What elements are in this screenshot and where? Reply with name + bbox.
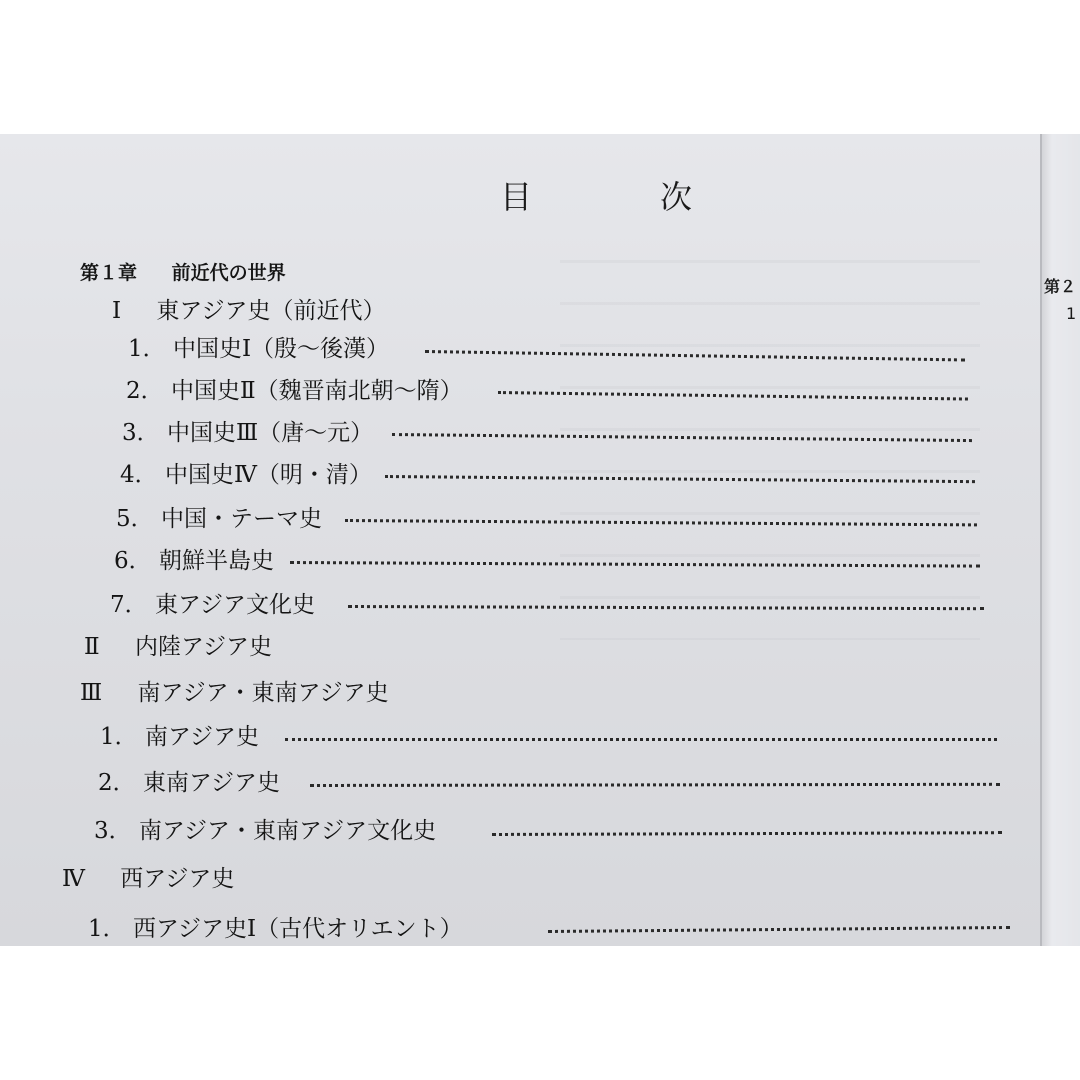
section-heading bbox=[80, 674, 389, 707]
toc-entry[interactable] bbox=[114, 542, 274, 575]
page-title: 目 次 bbox=[500, 178, 741, 216]
entry-number: 3． bbox=[94, 818, 132, 844]
entry-title: 中国・テーマ史 bbox=[160, 506, 322, 532]
toc-entry[interactable] bbox=[122, 414, 373, 447]
section-title: 西アジア史 bbox=[120, 866, 235, 892]
section-heading bbox=[62, 860, 234, 893]
section-heading bbox=[112, 292, 386, 325]
entry-title: 南アジア・東南アジア文化史 bbox=[138, 818, 437, 844]
chapter-label: 第１章 bbox=[80, 262, 138, 284]
facing-page-chapter-stub: 第２ bbox=[1044, 277, 1077, 296]
toc-entry[interactable] bbox=[128, 330, 389, 363]
entry-title: 中国史Ⅲ（唐～元） bbox=[166, 420, 374, 446]
section-number: Ⅱ bbox=[84, 634, 100, 660]
entry-title: 中国史Ⅰ（殷～後漢） bbox=[172, 336, 390, 362]
leader-dots bbox=[285, 738, 997, 741]
section-title: 東アジア史（前近代） bbox=[156, 298, 386, 324]
entry-title: 中国史Ⅱ（魏晋南北朝～隋） bbox=[170, 378, 463, 404]
entry-title: 南アジア史 bbox=[144, 724, 260, 750]
entry-number: 4． bbox=[120, 462, 158, 488]
entry-title: 東南アジア史 bbox=[142, 770, 281, 796]
chapter-heading bbox=[80, 258, 286, 285]
entry-number: 1． bbox=[88, 916, 126, 942]
entry-number: 2． bbox=[126, 378, 164, 404]
facing-page bbox=[1040, 134, 1080, 946]
section-heading bbox=[84, 628, 272, 661]
entry-title: 中国史Ⅳ（明・清） bbox=[164, 462, 372, 488]
entry-number: 7． bbox=[110, 592, 148, 618]
section-title: 南アジア・東南アジア史 bbox=[137, 680, 389, 706]
toc-entry[interactable] bbox=[120, 456, 372, 489]
facing-page-sub-stub: 1 bbox=[1066, 304, 1077, 323]
entry-number: 1． bbox=[100, 724, 138, 750]
toc-entry[interactable] bbox=[100, 718, 259, 751]
section-title: 内陸アジア史 bbox=[134, 634, 273, 660]
entry-title: 朝鮮半島史 bbox=[158, 548, 274, 574]
chapter-title: 前近代の世界 bbox=[171, 262, 286, 284]
entry-title: 東アジア文化史 bbox=[154, 592, 316, 618]
toc-entry[interactable] bbox=[110, 586, 315, 619]
entry-number: 2． bbox=[98, 770, 136, 796]
toc-entry[interactable] bbox=[116, 500, 322, 533]
entry-number: 3． bbox=[122, 420, 160, 446]
section-number: Ⅳ bbox=[62, 866, 85, 892]
toc-entry[interactable] bbox=[94, 812, 436, 845]
entry-number: 6． bbox=[114, 548, 152, 574]
toc-entry[interactable] bbox=[98, 764, 280, 797]
section-number: Ⅲ bbox=[80, 680, 103, 706]
entry-number: 5． bbox=[116, 506, 154, 532]
toc-entry[interactable] bbox=[88, 910, 463, 943]
entry-title: 西アジア史Ⅰ（古代オリエント） bbox=[132, 916, 463, 942]
toc-entry[interactable] bbox=[126, 372, 463, 405]
section-number: Ⅰ bbox=[112, 298, 122, 324]
entry-number: 1． bbox=[128, 336, 166, 362]
